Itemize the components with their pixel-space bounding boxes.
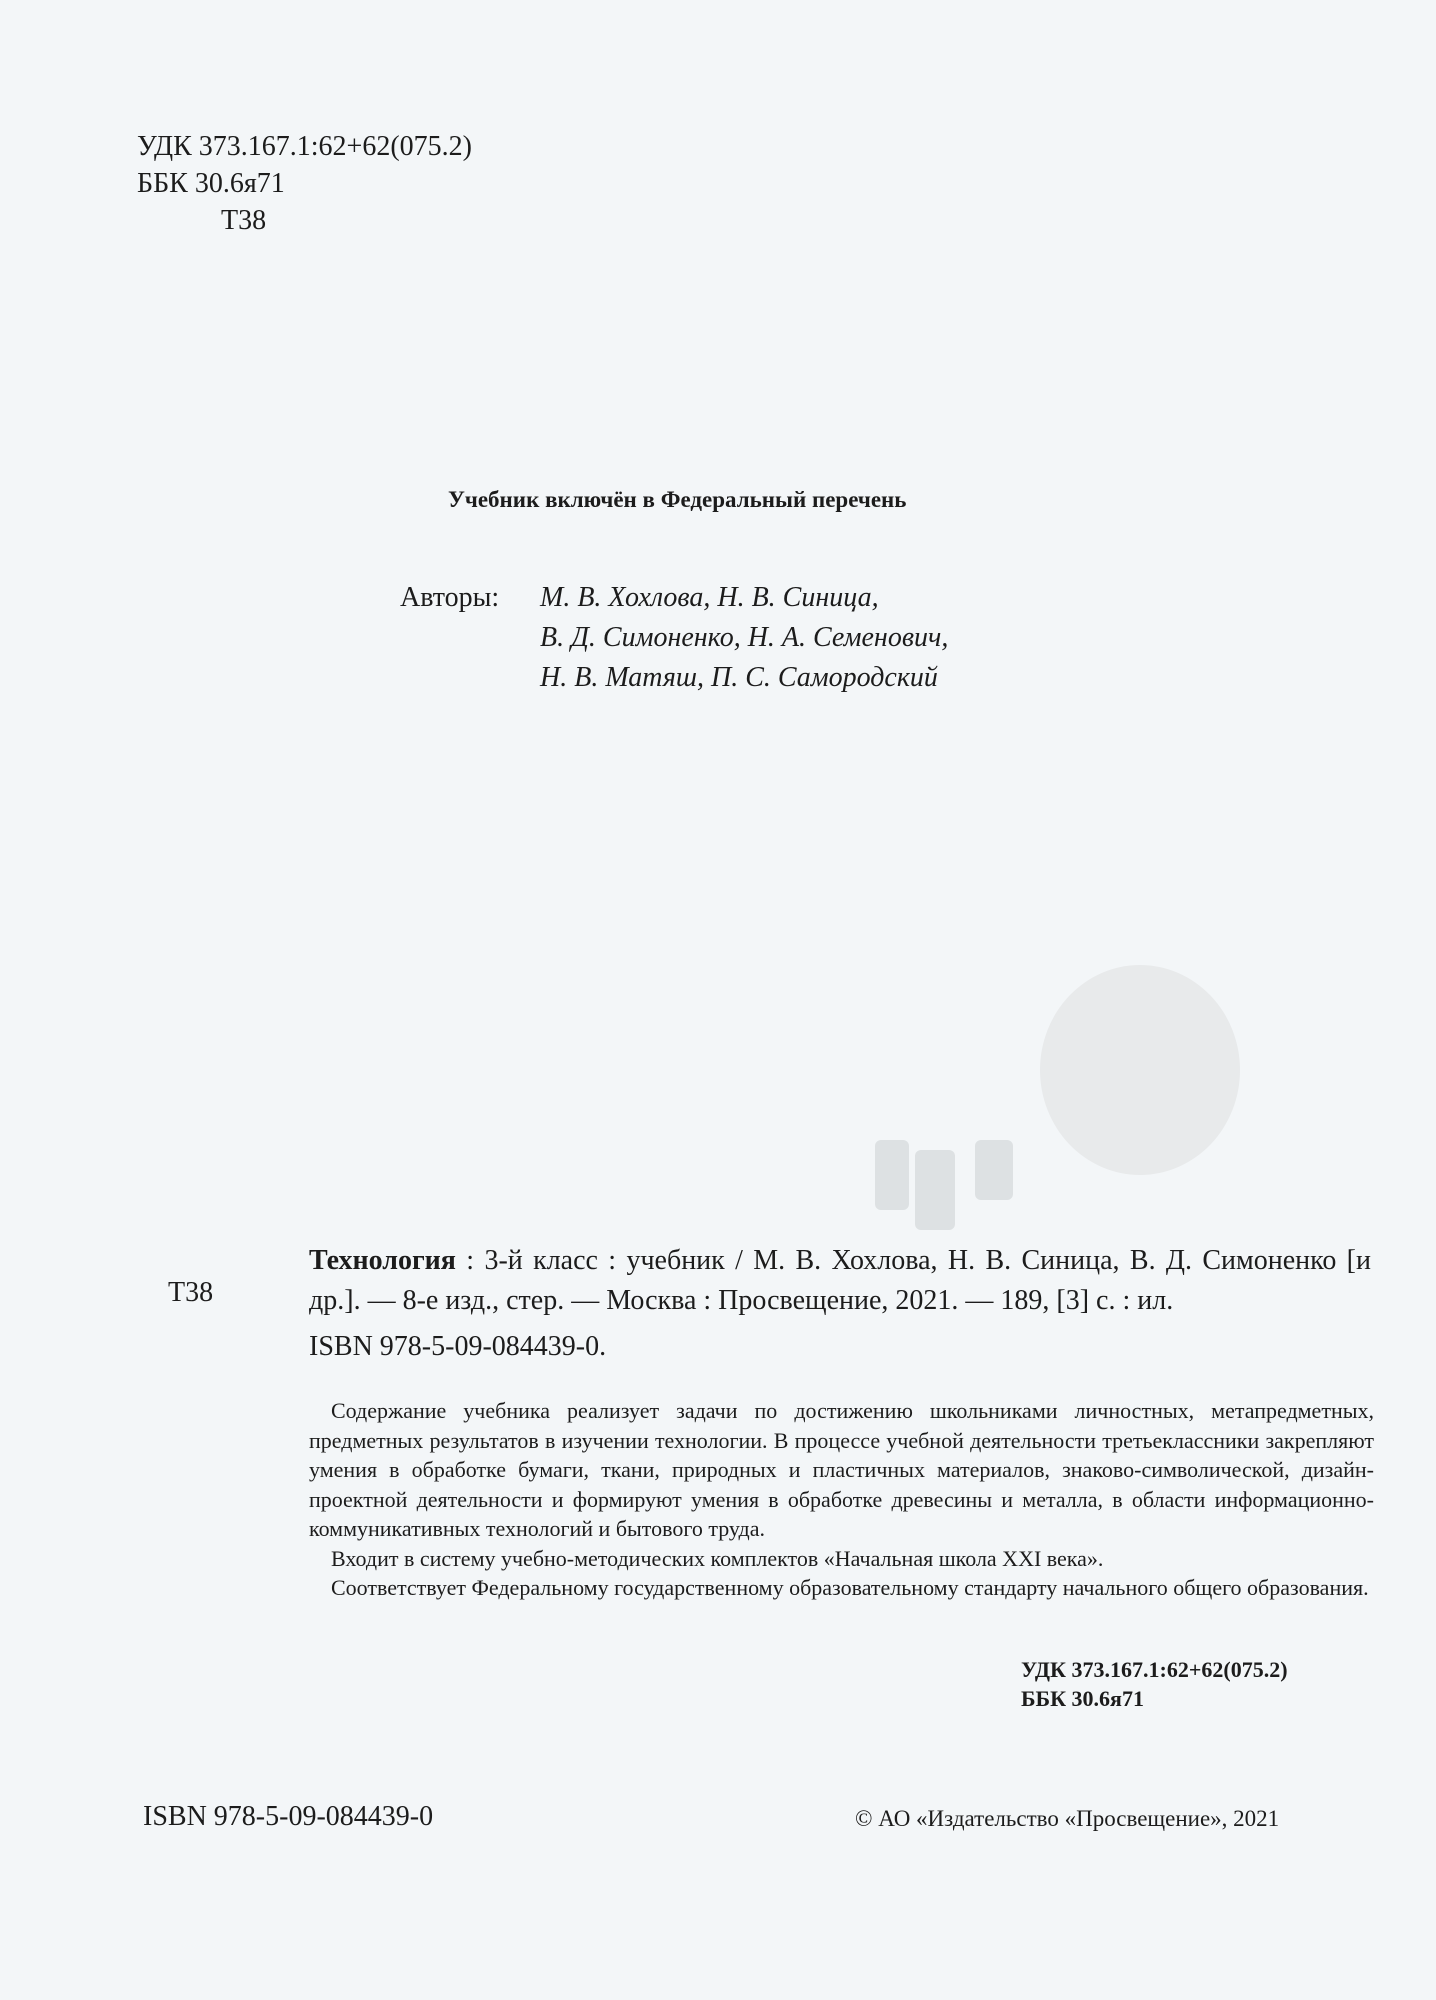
authors-label: Авторы: xyxy=(400,582,500,613)
federal-list-notice: Учебник включён в Федеральный перечень xyxy=(448,487,907,512)
authors-line: М. В. Хохлова, Н. В. Синица, xyxy=(540,582,879,613)
isbn: ISBN 978-5-09-084439-0 xyxy=(143,1801,434,1832)
bbk-code: ББК 30.6я71 xyxy=(137,168,285,199)
udk-code: УДК 373.167.1:62+62(075.2) xyxy=(137,131,472,162)
bleed-through-illustration xyxy=(875,1140,909,1210)
footer-classification-codes xyxy=(1021,1655,1288,1713)
footer-udk-code: УДК 373.167.1:62+62(075.2) xyxy=(1021,1657,1288,1682)
abstract-paragraph: Соответствует Федеральному государственному образовательному стандарту начального общего образования. xyxy=(331,1575,1369,1600)
authors-block xyxy=(400,578,948,698)
footer-bbk-code: ББК 30.6я71 xyxy=(1021,1686,1144,1711)
bleed-through-illustration xyxy=(915,1150,955,1230)
bleed-through-illustration xyxy=(975,1140,1013,1200)
entry-author-mark: Т38 xyxy=(168,1277,214,1308)
bibliographic-entry xyxy=(309,1241,1371,1367)
copyright: © АО «Издательство «Просвещение», 2021 xyxy=(855,1806,1280,1831)
classification-codes xyxy=(137,128,472,239)
author-mark: Т38 xyxy=(221,205,267,236)
abstract xyxy=(309,1396,1374,1603)
authors-line: В. Д. Симоненко, Н. А. Семенович, xyxy=(540,622,949,653)
entry-title: Технология xyxy=(309,1245,456,1276)
abstract-paragraph: Входит в систему учебно-методических комплектов «Начальная школа XXI века». xyxy=(331,1545,1104,1571)
bleed-through-illustration xyxy=(1040,965,1240,1175)
entry-isbn: ISBN 978-5-09-084439-0. xyxy=(309,1331,607,1362)
entry-details: : 3-й класс : учебник / М. В. Хохлова, Н. В. Синица, В. Д. Симоненко [и др.]. — 8-е изд., стер. — Москва : Просвещение, 2021. — 189, [3] с. : ил. xyxy=(309,1245,1371,1316)
authors-line: Н. В. Матяш, П. С. Самородский xyxy=(540,662,938,693)
abstract-paragraph: Содержание учебника реализует задачи по достижению школьниками личностных, метапредметных, предметных результатов в изучении технологии. В процессе учебной деятельности третьеклассники закрепляют умения в обработке бумаги, ткани, природных и пластичных материалов, знаково-символической, дизайн-проектной деятельности и формируют умения в обработке древесины и металла, в области информационно-коммуникативных технологий и бытового труда. xyxy=(309,1398,1374,1541)
